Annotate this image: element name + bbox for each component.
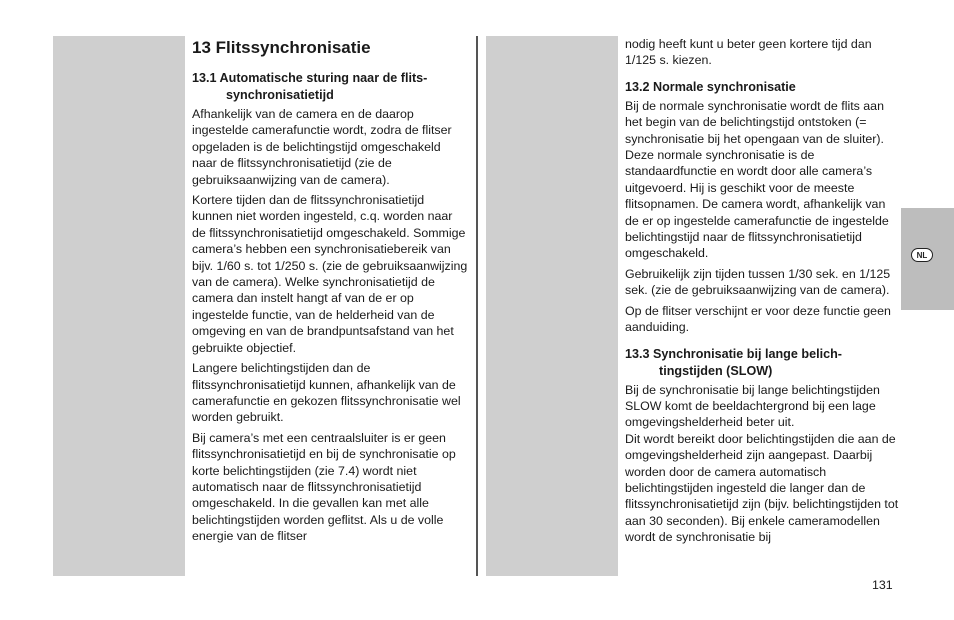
section-13-3-heading bbox=[625, 346, 901, 380]
right-column bbox=[625, 36, 901, 550]
page-number: 131 bbox=[872, 578, 893, 592]
left-column bbox=[192, 37, 468, 549]
paragraph: Op de flitser verschijnt er voor deze functie geen aanduiding. bbox=[625, 303, 891, 335]
language-badge: NL bbox=[911, 248, 933, 262]
paragraph: Bij de synchronisatie bij lange belichtingstijden SLOW komt de beeldachtergrond bij een lage omgevingshelderheid beter uit. bbox=[625, 382, 880, 430]
paragraph: nodig heeft kunt u beter geen kortere tijd dan 1/125 s. kiezen. bbox=[625, 37, 872, 68]
section-13-2-heading: 13.2 Normale synchronisatie bbox=[625, 79, 796, 94]
chapter-title: 13 Flitssynchronisatie bbox=[192, 38, 371, 57]
middle-margin-band bbox=[486, 36, 618, 576]
left-margin-band bbox=[53, 36, 185, 576]
paragraph: Langere belichtingstijden dan de flitssynchronisatietijd kunnen, afhankelijk van de camerafunctie en gekozen flitssynchronisatie wel worden gebruikt. bbox=[192, 361, 461, 425]
paragraph: Bij camera’s met een centraalsluiter is er geen flitssynchronisatietijd en bij de synchronisatie op korte belichtingstijden (zie 7.4) wordt niet automatisch naar de flitssynchronisatietijd omgeschakeld. In die gevallen kan met alle belichtingstijden worden geflitst. Als u de volle energie van de flitser bbox=[192, 430, 456, 544]
paragraph: Afhankelijk van de camera en de daarop ingestelde camerafunctie wordt, zodra de flitser opgeladen is de belichtingstijd omgeschakeld naar de flitssynchronisatietijd (zie de gebruiksaanwijzing van de camera). bbox=[192, 107, 452, 187]
section-13-3-line2: tingstijden (SLOW) bbox=[659, 363, 773, 378]
section-13-1-line2: synchronisatietijd bbox=[226, 88, 334, 102]
section-13-1-line1: 13.1 Automatische sturing naar de flits- bbox=[192, 71, 428, 85]
section-13-1-heading bbox=[192, 70, 468, 104]
column-divider bbox=[476, 36, 478, 576]
section-13-3-line1: 13.3 Synchronisatie bij lange belich- bbox=[625, 346, 842, 361]
paragraph: Kortere tijden dan de flitssynchronisatietijd kunnen niet worden ingesteld, c.q. worden naar de flitssynchronisatietijd omgeschakeld. Sommige camera’s hebben een synchronisatiebereik van bijv. 1/60 s. tot 1/250 s. (zie de gebruiksaanwijzing van de camera). Welke synchronisatietijd de camera dan instelt hangt af van de er op ingestelde functie, van de helderheid van de omgeving en van de brandpuntsafstand van het gebruikte objectief. bbox=[192, 193, 468, 355]
paragraph: Bij de normale synchronisatie wordt de flits aan het begin van de belichtingstijd ontstoken (= synchronisatie bij het opengaan van de sluiter). Deze normale synchronisatie is de standaardfunctie en wordt door alle camera’s uitgevoerd. Hij is geschikt voor de meeste flitsopnamen. De camera wordt, afhankelijk van de er op ingestelde camerafunctie de ingestelde belichtingstijd naar de flitssynchronisatietijd omgeschakeld. bbox=[625, 98, 889, 261]
paragraph: Gebruikelijk zijn tijden tussen 1/30 sek. en 1/125 sek. (zie de gebruiksaanwijzing van de camera). bbox=[625, 266, 891, 298]
language-tab bbox=[901, 208, 954, 310]
paragraph: Dit wordt bereikt door belichtingstijden die aan de omgevingshelderheid zijn aangepast. Daarbij worden door de camera automatisch belichtingstijden ingesteld die langer dan de flitssynchronisatietijd zijn (bijv. belichtingstijden tot aan 30 seconden). Bij enkele cameramodellen wordt de synchronisatie bij bbox=[625, 431, 899, 545]
